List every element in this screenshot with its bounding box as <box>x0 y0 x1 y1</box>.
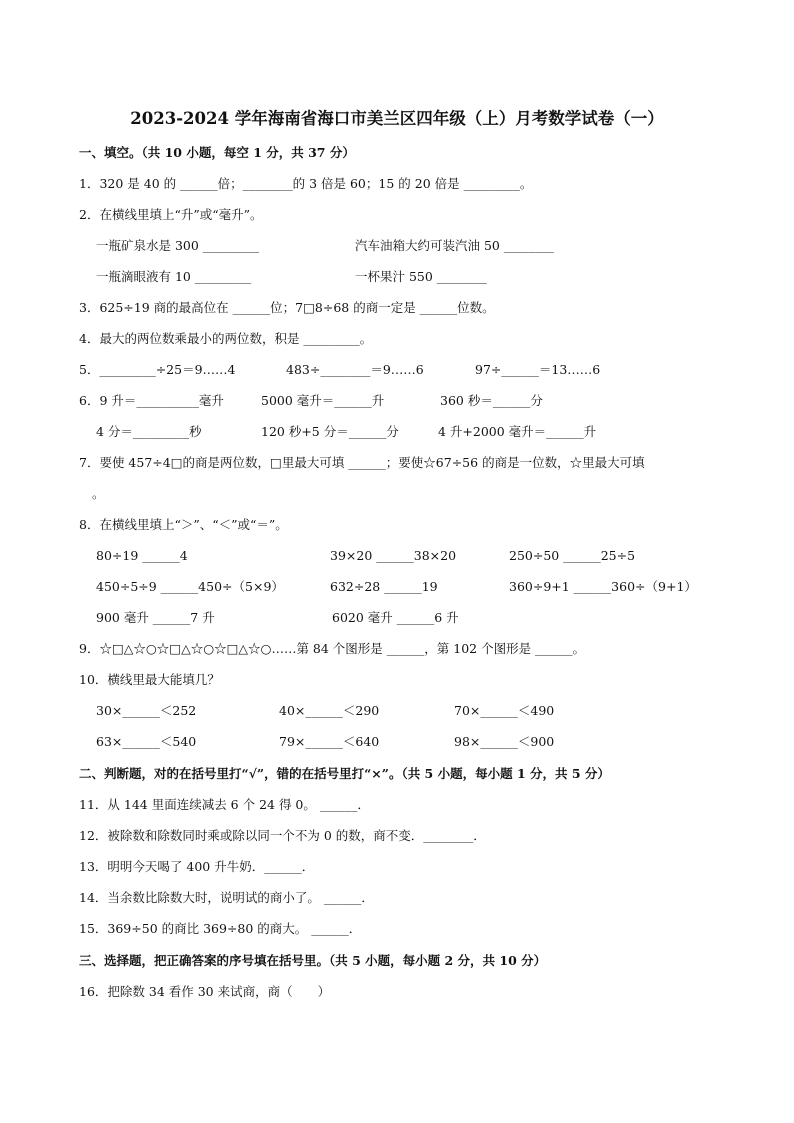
question-3: 3．625÷19 商的最高位在 ______位；7□8÷68 的商一定是 ______位数。 <box>79 300 495 315</box>
question-8-item-g: 900 毫升 ______7 升 <box>96 610 215 625</box>
question-12: 12．被除数和除数同时乘或除以同一个不为 0 的数，商不变．________． <box>79 828 486 843</box>
question-2-item-c: 一瓶滴眼液有 10 _________ <box>96 269 252 284</box>
section-3-heading: 三、选择题，把正确答案的序号填在括号里。（共 5 小题，每小题 2 分，共 10 分） <box>79 953 547 968</box>
question-10-item-a: 30×______＜252 <box>96 703 197 718</box>
question-15: 15．369÷50 的商比 369÷80 的商大。 ______． <box>79 921 362 936</box>
question-1: 1．320 是 40 的 ______倍；________的 3 倍是 60；15 的 20 倍是 _________。 <box>79 176 533 191</box>
question-4: 4．最大的两位数乘最小的两位数，积是 _________。 <box>79 331 373 346</box>
question-6-item-c: 360 秒＝______分 <box>440 393 543 408</box>
question-10-item-c: 70×______＜490 <box>454 703 555 718</box>
question-13: 13．明明今天喝了 400 升牛奶．______． <box>79 859 315 874</box>
question-16: 16．把除数 34 看作 30 来试商，商（ ） <box>79 984 331 999</box>
question-6-item-a: 6．9 升＝__________毫升 <box>79 393 224 408</box>
question-10-item-e: 79×______＜640 <box>279 734 380 749</box>
section-1-heading: 一、填空。（共 10 小题，每空 1 分，共 37 分） <box>79 145 355 160</box>
question-8-item-c: 250÷50 ______25÷5 <box>509 548 636 563</box>
question-2-item-d: 一杯果汁 550 ________ <box>355 269 487 284</box>
question-6-item-e: 120 秒+5 分＝______分 <box>261 424 399 439</box>
question-7-end: 。 <box>92 486 105 501</box>
question-8-item-h: 6020 毫升 ______6 升 <box>332 610 459 625</box>
question-5-item-b: 483÷________＝9……6 <box>286 362 424 377</box>
question-2-item-b: 汽车油箱大约可装汽油 50 ________ <box>355 238 554 253</box>
question-14: 14．当余数比除数大时，说明试的商小了。 ______． <box>79 890 374 905</box>
question-8: 8．在横线里填上“＞”、“＜”或“＝”。 <box>79 517 288 532</box>
question-6-item-d: 4 分＝_________秒 <box>96 424 202 439</box>
page-title: 2023-2024 学年海南省海口市美兰区四年级（上）月考数学试卷（一） <box>130 109 664 128</box>
question-10: 10．横线里最大能填几？ <box>79 672 220 687</box>
question-9: 9．☆□△☆○☆□△☆○☆□△☆○……第 84 个图形是 ______，第 102 个图形是 ______。 <box>79 641 586 656</box>
section-2-heading: 二、判断题，对的在括号里打“√”，错的在括号里打“×”。（共 5 小题，每小题 1 分，共 5 分） <box>79 766 610 781</box>
question-8-item-e: 632÷28 ______19 <box>330 579 438 594</box>
question-10-item-b: 40×______＜290 <box>279 703 380 718</box>
question-8-item-f: 360÷9+1 ______360÷（9+1） <box>509 579 697 594</box>
question-6-item-f: 4 升+2000 毫升＝______升 <box>438 424 597 439</box>
question-10-item-f: 98×______＜900 <box>454 734 555 749</box>
question-7: 7．要使 457÷4□的商是两位数，□里最大可填 ______；要使☆67÷56 的商是一位数，☆里最大可填 <box>79 455 645 470</box>
question-2: 2．在横线里填上“升”或“毫升”。 <box>79 207 263 222</box>
question-5-item-a: 5．_________÷25＝9……4 <box>79 362 236 377</box>
question-8-item-b: 39×20 ______38×20 <box>330 548 457 563</box>
question-8-item-d: 450÷5÷9 ______450÷（5×9） <box>96 579 284 594</box>
question-6-item-b: 5000 毫升＝______升 <box>261 393 385 408</box>
question-10-item-d: 63×______＜540 <box>96 734 197 749</box>
question-5-item-c: 97÷______＝13……6 <box>475 362 601 377</box>
question-2-item-a: 一瓶矿泉水是 300 _________ <box>96 238 260 253</box>
question-11: 11．从 144 里面连续减去 6 个 24 得 0。 ______． <box>79 797 370 812</box>
question-8-item-a: 80÷19 ______4 <box>96 548 188 563</box>
